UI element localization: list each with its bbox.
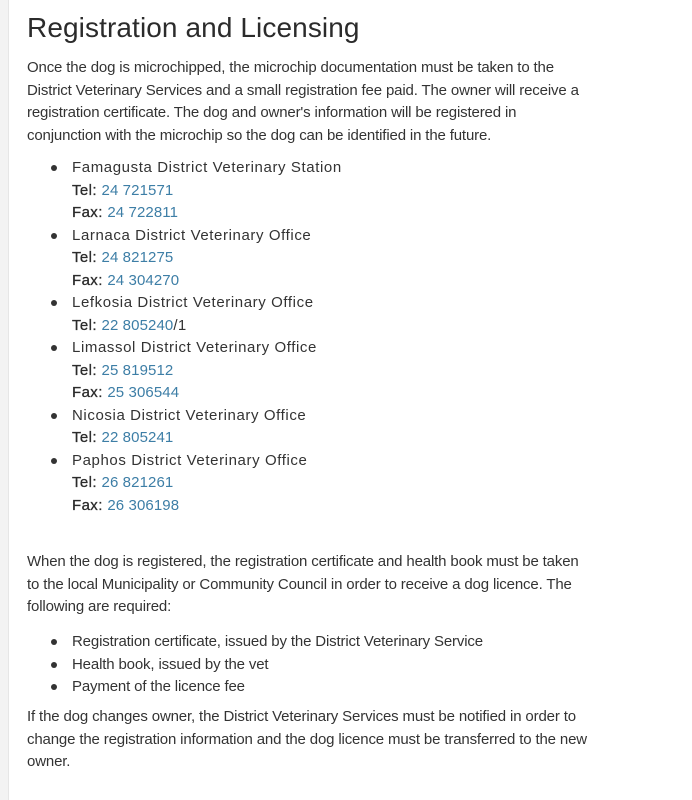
tel-label: Tel: — [72, 249, 97, 266]
bullet-icon — [51, 413, 57, 419]
tel-line — [72, 315, 342, 338]
office-name: Paphos District Veterinary Office — [72, 451, 308, 469]
fax-line — [72, 495, 342, 518]
tel-line — [72, 472, 342, 495]
tel-label: Tel: — [72, 474, 97, 491]
requirement-item — [27, 631, 483, 654]
tel-link[interactable]: 24 821275 — [101, 249, 174, 266]
office-name: Larnaca District Veterinary Office — [72, 226, 312, 244]
tel-label: Tel: — [72, 316, 97, 334]
intro-line: registration certificate. The dog and owner's information will be registered in — [27, 104, 517, 121]
licence-line: When the dog is registered, the registration certificate and health book must be taken — [27, 553, 579, 570]
tel-line — [72, 427, 342, 450]
tel-line — [72, 180, 342, 203]
intro-line: District Veterinary Services and a small registration fee paid. The owner will receive a — [27, 81, 579, 99]
licence-paragraph — [27, 551, 579, 619]
tel-label: Tel: — [72, 429, 97, 446]
bullet-icon — [51, 345, 57, 351]
office-item-larnaca — [27, 225, 342, 293]
licence-line: following are required: — [27, 598, 172, 615]
fax-line — [72, 202, 342, 225]
transfer-line: owner. — [27, 753, 71, 770]
fax-line — [72, 382, 342, 405]
fax-link[interactable]: 24 304270 — [107, 271, 180, 289]
tel-label: Tel: — [72, 181, 97, 199]
tel-link[interactable]: 26 821261 — [101, 474, 174, 491]
fax-label: Fax: — [72, 496, 103, 514]
fax-link[interactable]: 24 722811 — [107, 204, 179, 221]
page-title: Registration and Licensing — [27, 12, 360, 43]
office-name: Limassol District Veterinary Office — [72, 339, 317, 356]
tel-extension: /1 — [173, 316, 187, 334]
bullet-icon — [51, 684, 57, 690]
requirement-item — [27, 676, 483, 699]
transfer-paragraph — [27, 706, 587, 774]
page-left-border — [0, 0, 9, 800]
transfer-line: change the registration information and the dog licence must be transferred to the new — [27, 730, 587, 748]
fax-link[interactable]: 25 306544 — [107, 384, 180, 401]
requirements-list — [27, 631, 483, 699]
fax-link[interactable]: 26 306198 — [107, 496, 180, 514]
bullet-icon — [51, 639, 57, 645]
office-item-nicosia — [27, 405, 342, 450]
tel-line — [72, 360, 342, 383]
bullet-icon — [51, 662, 57, 668]
requirement-item — [27, 654, 483, 677]
bullet-icon — [51, 458, 57, 464]
bullet-icon — [51, 165, 57, 171]
licence-line: to the local Municipality or Community Council in order to receive a dog licence. The — [27, 575, 572, 593]
requirement-text: Payment of the licence fee — [72, 678, 245, 695]
fax-label: Fax: — [72, 384, 103, 401]
office-item-paphos — [27, 450, 342, 518]
office-item-limassol — [27, 337, 342, 405]
intro-line: conjunction with the microchip so the dog can be identified in the future. — [27, 126, 492, 144]
fax-line — [72, 270, 342, 293]
office-item-lefkosia — [27, 292, 342, 337]
office-item-famagusta — [27, 157, 342, 225]
requirement-text: Registration certificate, issued by the District Veterinary Service — [72, 633, 483, 650]
bullet-icon — [51, 300, 57, 306]
office-name: Famagusta District Veterinary Station — [72, 159, 342, 176]
tel-label: Tel: — [72, 361, 97, 379]
bullet-icon — [51, 233, 57, 239]
fax-label: Fax: — [72, 204, 103, 221]
fax-label: Fax: — [72, 271, 103, 289]
transfer-line: If the dog changes owner, the District Veterinary Services must be notified in order to — [27, 708, 576, 725]
tel-link[interactable]: 24 721571 — [101, 181, 174, 199]
office-name: Nicosia District Veterinary Office — [72, 406, 307, 424]
tel-link[interactable]: 25 819512 — [101, 361, 174, 379]
tel-link[interactable]: 22 805241 — [101, 429, 174, 446]
office-list — [27, 157, 342, 517]
intro-paragraph — [27, 57, 579, 147]
intro-line: Once the dog is microchipped, the microchip documentation must be taken to the — [27, 59, 554, 76]
tel-line — [72, 247, 342, 270]
office-name: Lefkosia District Veterinary Office — [72, 294, 314, 311]
tel-link[interactable]: 22 805240 — [101, 316, 174, 334]
requirement-text: Health book, issued by the vet — [72, 655, 269, 673]
